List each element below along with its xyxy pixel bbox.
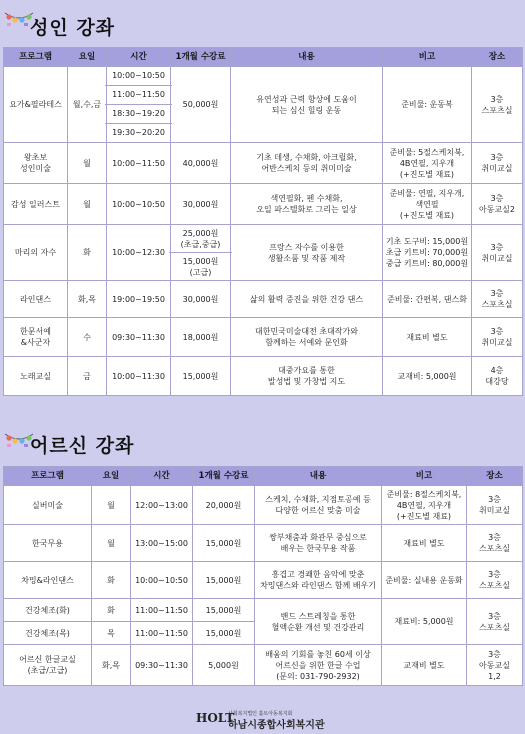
fee-cell-line: 20,000원	[205, 500, 242, 510]
table-row	[4, 525, 523, 562]
time-cell-line: 19:00~19:50	[112, 294, 165, 304]
fee-cell-line: 30,000원	[182, 199, 219, 209]
content-cell: 스케치, 수채화, 지점토공예 등 다양한 어르신 맞춤 미술	[255, 486, 382, 525]
place-cell: 3층 스포츠실	[467, 525, 523, 562]
time-cell	[131, 486, 193, 525]
time-cell	[107, 318, 171, 357]
day-cell: 화	[92, 599, 131, 622]
note-cell: 기초 도구비: 15,000원 초급 키트비: 70,000원 중급 키트비: 80,000원	[383, 225, 472, 281]
table-header-row	[4, 467, 523, 486]
fee-cell-line: 18,000원	[182, 332, 219, 342]
time-cell	[131, 525, 193, 562]
fee-cell-line: 50,000원	[182, 100, 219, 109]
place-cell: 3층 아동교실 1,2	[467, 645, 523, 686]
place-cell: 3층 취미교실	[472, 143, 523, 184]
content-cell: 대한민국미술대전 초대작가와 함께하는 서예와 문인화	[231, 318, 383, 357]
place-cell: 3층 스포츠실	[467, 562, 523, 599]
header-day: 요일	[92, 467, 131, 486]
time-cell	[131, 622, 193, 645]
day-cell: 화,목	[92, 645, 131, 686]
time-cell	[107, 281, 171, 318]
day-cell: 수	[68, 318, 107, 357]
table-row	[4, 67, 523, 143]
table-header-row	[4, 48, 523, 67]
time-cell-line: 10:00~10:50	[112, 71, 165, 80]
fee-cell	[171, 281, 231, 318]
table-row	[4, 357, 523, 396]
time-cell-line: 19:30~20:20	[105, 123, 172, 142]
place-cell: 3층 스포츠실	[467, 599, 523, 645]
header-note: 비고	[383, 48, 472, 67]
place-cell: 4층 대강당	[472, 357, 523, 396]
time-cell-line: 11:00~11:50	[135, 628, 188, 638]
content-cell: 대중가요를 통한 발성법 및 가창법 지도	[231, 357, 383, 396]
note-cell: 재료비 별도	[383, 318, 472, 357]
place-cell: 3층 아동교실2	[472, 184, 523, 225]
fee-cell-line: 30,000원	[182, 294, 219, 304]
header-fee: 1개월 수강료	[193, 467, 255, 486]
time-cell-line: 11:00~11:50	[135, 605, 188, 615]
time-cell-line: 10:00~10:50	[135, 575, 188, 585]
fee-cell-line: 15,000원	[205, 538, 242, 548]
fee-cell-line: 15,000원	[205, 605, 242, 615]
note-cell: 준비물: 5절스케치북, 4B연필, 지우개 (+진도별 재료)	[383, 143, 472, 184]
time-cell	[107, 184, 171, 225]
header-note: 비고	[382, 467, 467, 486]
program-cell: 한국무용	[4, 525, 92, 562]
program-cell: 건강체조(목)	[4, 622, 92, 645]
program-cell: 노래교실	[4, 357, 68, 396]
day-cell: 월	[68, 184, 107, 225]
content-cell: 밴드 스트레칭을 통한 혈액순환 개선 및 건강관리	[255, 599, 382, 645]
day-cell: 목	[92, 622, 131, 645]
program-cell: 마리의 자수	[4, 225, 68, 281]
time-cell-line: 11:00~11:50	[105, 85, 172, 104]
day-cell: 화,목	[68, 281, 107, 318]
table-row	[4, 225, 523, 281]
senior-course-table	[3, 466, 523, 686]
fee-cell	[171, 184, 231, 225]
note-cell: 준비물: 실내용 운동화	[382, 562, 467, 599]
table-row	[4, 599, 523, 622]
content-cell: 쌍부채춤과 화관무 중심으로 배우는 한국무용 작품	[255, 525, 382, 562]
place-cell: 3층 취미교실	[472, 225, 523, 281]
org-name: 하남시종합사회복지관	[228, 720, 325, 731]
time-cell	[131, 562, 193, 599]
time-cell-line: 10:00~11:30	[112, 371, 165, 381]
org-logo	[196, 711, 336, 731]
content-cell: 배움의 기회를 놓친 60세 이상 어르신을 위한 한글 수업 (문의: 031-790-2932)	[255, 645, 382, 686]
time-cell	[107, 357, 171, 396]
day-cell: 월	[92, 525, 131, 562]
header-fee: 1개월 수강료	[171, 48, 231, 67]
day-cell: 금	[68, 357, 107, 396]
fee-cell	[171, 318, 231, 357]
fee-cell	[171, 67, 231, 143]
section-title-adult: 성인 강좌	[30, 17, 116, 39]
program-cell: 실버미술	[4, 486, 92, 525]
time-cell	[107, 67, 171, 143]
note-cell: 준비물: 간편복, 댄스화	[383, 281, 472, 318]
content-cell: 프랑스 자수를 이용한 생활소품 및 작품 제작	[231, 225, 383, 281]
program-cell: 요가&필라테스	[4, 67, 68, 143]
day-cell: 화	[92, 562, 131, 599]
header-program: 프로그램	[4, 467, 92, 486]
table-row	[4, 562, 523, 599]
fee-cell-line: 25,000원 (초급,중급)	[180, 228, 221, 249]
table-row	[4, 281, 523, 318]
table-row	[4, 184, 523, 225]
program-cell: 한문서예 &사군자	[4, 318, 68, 357]
section-title-senior: 어르신 강좌	[30, 435, 135, 457]
fee-cell	[171, 143, 231, 184]
time-cell	[131, 599, 193, 622]
time-cell-line: 10:00~11:50	[112, 158, 165, 168]
fee-cell	[193, 562, 255, 599]
place-cell: 3층 스포츠실	[472, 281, 523, 318]
place-cell: 3층 취미교실	[467, 486, 523, 525]
note-cell: 재료비: 5,000원	[382, 599, 467, 645]
note-cell: 재료비 별도	[382, 525, 467, 562]
org-parent-text: 사회복지법인 홀트아동복지회	[228, 711, 293, 717]
program-cell: 왕초보 성인미술	[4, 143, 68, 184]
fee-cell	[193, 486, 255, 525]
time-cell-line: 12:00~13:00	[135, 500, 188, 510]
header-place: 장소	[472, 48, 523, 67]
program-cell: 어르신 한글교실 (초급/고급)	[4, 645, 92, 686]
day-cell: 월	[92, 486, 131, 525]
table-row	[4, 318, 523, 357]
fee-cell	[193, 622, 255, 645]
time-cell-line: 13:00~15:00	[135, 538, 188, 548]
place-cell: 3층 취미교실	[472, 318, 523, 357]
content-cell: 삶의 활력 증진을 위한 건강 댄스	[231, 281, 383, 318]
fee-cell-line: 15,000원 (고급)	[169, 252, 232, 280]
day-cell: 월	[68, 143, 107, 184]
table-row	[4, 645, 523, 686]
adult-table-body	[4, 67, 523, 396]
fee-cell-line: 15,000원	[205, 628, 242, 638]
fee-cell-line: 15,000원	[182, 371, 219, 381]
time-cell	[107, 225, 171, 281]
content-cell: 유연성과 근력 향상에 도움이 되는 심신 힐링 운동	[231, 67, 383, 143]
time-cell-line: 10:00~10:50	[112, 199, 165, 209]
day-cell: 화	[68, 225, 107, 281]
fee-cell	[193, 599, 255, 622]
header-program: 프로그램	[4, 48, 68, 67]
header-time: 시간	[107, 48, 171, 67]
note-cell: 준비물: 연필, 지우개, 색연필 (+진도별 재료)	[383, 184, 472, 225]
header-content: 내용	[255, 467, 382, 486]
note-cell: 교재비 별도	[382, 645, 467, 686]
time-cell-line: 18:30~19:20	[105, 104, 172, 123]
table-row	[4, 486, 523, 525]
content-cell: 흥겹고 경쾌한 음악에 맞춘 차밍댄스와 라인댄스 함께 배우기	[255, 562, 382, 599]
note-cell: 준비물: 8절스케치북, 4B연필, 지우개 (+진도별 재료)	[382, 486, 467, 525]
header-time: 시간	[131, 467, 193, 486]
fee-cell-line: 5,000원	[208, 660, 239, 670]
fee-cell-line: 15,000원	[205, 575, 242, 585]
fee-cell	[193, 645, 255, 686]
fee-cell	[193, 525, 255, 562]
note-cell: 준비물: 운동복	[383, 67, 472, 143]
senior-table-body	[4, 486, 523, 686]
time-cell	[131, 645, 193, 686]
content-cell: 기초 데생, 수채화, 아크릴화, 어반스케치 등의 취미미술	[231, 143, 383, 184]
header-content: 내용	[231, 48, 383, 67]
time-cell-line: 09:30~11:30	[112, 332, 165, 342]
note-cell: 교재비: 5,000원	[383, 357, 472, 396]
program-cell: 건강체조(화)	[4, 599, 92, 622]
fee-cell-line: 40,000원	[182, 158, 219, 168]
program-cell: 감성 일러스트	[4, 184, 68, 225]
fee-cell	[171, 225, 231, 281]
header-day: 요일	[68, 48, 107, 67]
time-cell	[107, 143, 171, 184]
program-cell: 라인댄스	[4, 281, 68, 318]
fee-cell	[171, 357, 231, 396]
holt-logo-mark: HOLT	[196, 711, 235, 725]
time-cell-line: 09:30~11:30	[135, 660, 188, 670]
header-place: 장소	[467, 467, 523, 486]
day-cell: 월,수,금	[68, 67, 107, 143]
program-cell: 차밍&라인댄스	[4, 562, 92, 599]
adult-course-table	[3, 47, 523, 396]
place-cell: 3층 스포츠실	[472, 67, 523, 143]
content-cell: 색연필화, 펜 수채화, 오일 파스텔화로 그리는 일상	[231, 184, 383, 225]
table-row	[4, 143, 523, 184]
time-cell-line: 10:00~12:30	[112, 248, 165, 257]
